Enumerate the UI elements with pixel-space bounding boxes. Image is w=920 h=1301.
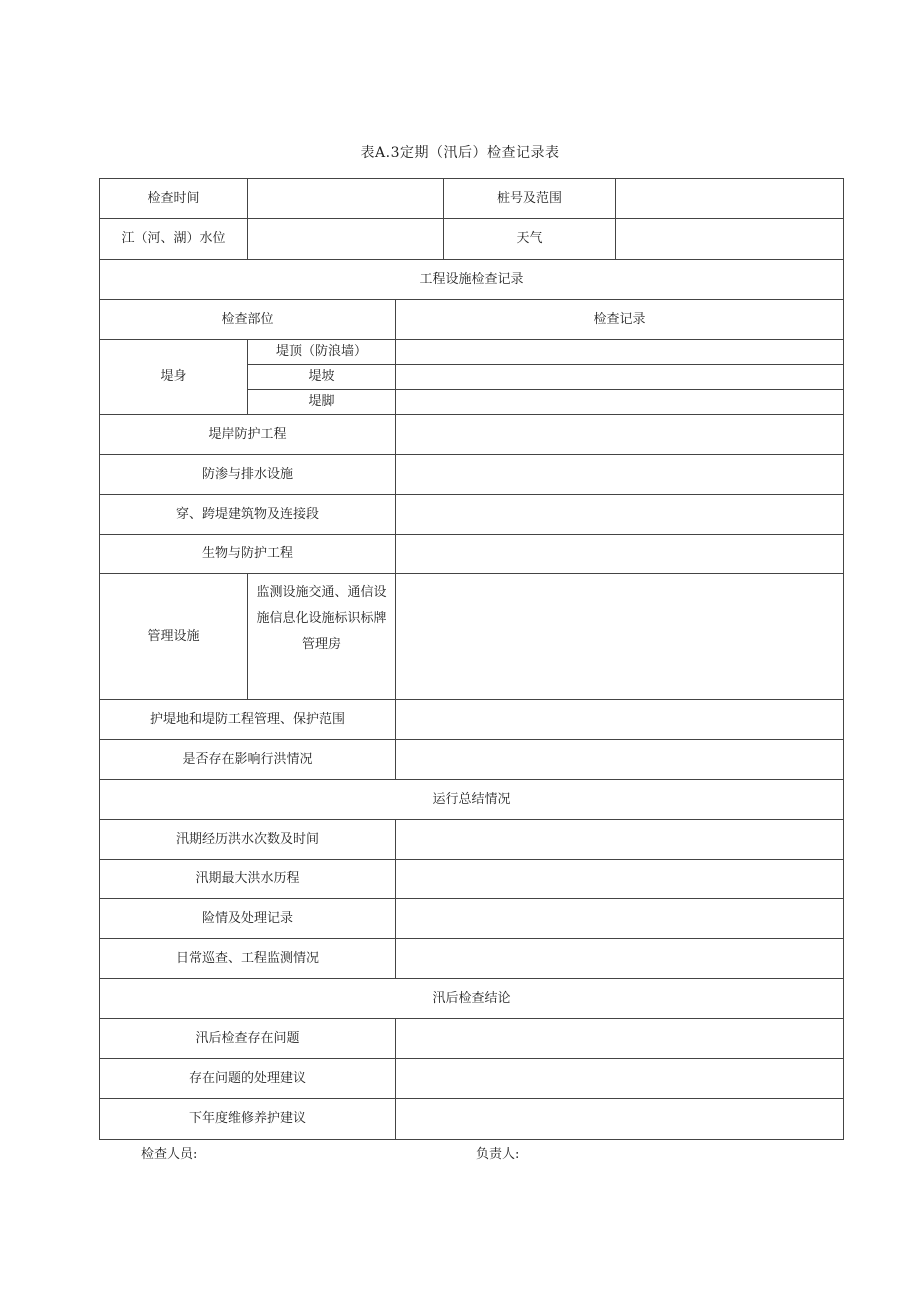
- column-part-header: 检查部位: [100, 300, 396, 340]
- embankment-crest-record[interactable]: [396, 340, 844, 365]
- section-facility-heading: 工程设施检查记录: [100, 260, 844, 300]
- row-record[interactable]: [396, 455, 844, 495]
- check-time-label: 检查时间: [100, 179, 248, 219]
- row-label: 汛期最大洪水历程: [100, 860, 396, 899]
- check-time-field[interactable]: [248, 179, 444, 219]
- embankment-label: 堤身: [100, 340, 248, 415]
- row-label: 存在问题的处理建议: [100, 1059, 396, 1099]
- check-time-row: [100, 179, 844, 219]
- row-label: 生物与防护工程: [100, 535, 396, 574]
- embankment-toe-record[interactable]: [396, 390, 844, 415]
- row-label: 护堤地和堤防工程管理、保护范围: [100, 700, 396, 740]
- row-label: 是否存在影响行洪情况: [100, 740, 396, 780]
- form-title: 表A.3定期（汛后）检查记录表: [360, 145, 560, 161]
- embankment-sub-toe: 堤脚: [248, 390, 396, 415]
- row-record[interactable]: [396, 415, 844, 455]
- weather-field[interactable]: [616, 219, 844, 260]
- row-record[interactable]: [396, 700, 844, 740]
- row-record[interactable]: [396, 860, 844, 899]
- section-conclusion-heading: 汛后检查结论: [100, 979, 844, 1019]
- inspector-signature-label: 检查人员:: [141, 1147, 198, 1162]
- row-record[interactable]: [396, 939, 844, 979]
- management-label: 管理设施: [100, 574, 248, 700]
- row-label: 穿、跨堤建筑物及连接段: [100, 495, 396, 535]
- embankment-slope-record[interactable]: [396, 365, 844, 390]
- row-record[interactable]: [396, 1019, 844, 1059]
- row-record[interactable]: [396, 740, 844, 780]
- row-label: 汛后检查存在问题: [100, 1019, 396, 1059]
- responsible-signature-label: 负责人:: [476, 1147, 520, 1162]
- row-label: 下年度维修养护建议: [100, 1099, 396, 1140]
- water-level-field[interactable]: [248, 219, 444, 260]
- row-label: 汛期经历洪水次数及时间: [100, 820, 396, 860]
- embankment-sub-crest: 堤顶（防浪墙）: [248, 340, 396, 365]
- management-sub-line: 监测设施交通、通信设: [256, 585, 387, 600]
- inspection-record-table: [99, 178, 844, 1140]
- row-label: 堤岸防护工程: [100, 415, 396, 455]
- row-label: 日常巡查、工程监测情况: [100, 939, 396, 979]
- management-record[interactable]: [396, 574, 844, 700]
- management-sub-line: 管理房: [301, 637, 341, 652]
- row-record[interactable]: [396, 1059, 844, 1099]
- row-record[interactable]: [396, 899, 844, 939]
- weather-label: 天气: [444, 219, 616, 260]
- row-label: 险情及处理记录: [100, 899, 396, 939]
- management-sub-items: [248, 574, 396, 700]
- row-record[interactable]: [396, 820, 844, 860]
- column-record-header: 检查记录: [396, 300, 844, 340]
- embankment-sub-slope: 堤坡: [248, 365, 396, 390]
- management-sub-line: 施信息化设施标识标牌: [256, 611, 387, 626]
- stake-range-label: 桩号及范围: [444, 179, 616, 219]
- water-level-row: [100, 219, 844, 260]
- row-record[interactable]: [396, 495, 844, 535]
- water-level-label: 江（河、湖）水位: [100, 219, 248, 260]
- row-label: 防渗与排水设施: [100, 455, 396, 495]
- row-record[interactable]: [396, 1099, 844, 1140]
- section-operation-heading: 运行总结情况: [100, 780, 844, 820]
- row-record[interactable]: [396, 535, 844, 574]
- stake-range-field[interactable]: [616, 179, 844, 219]
